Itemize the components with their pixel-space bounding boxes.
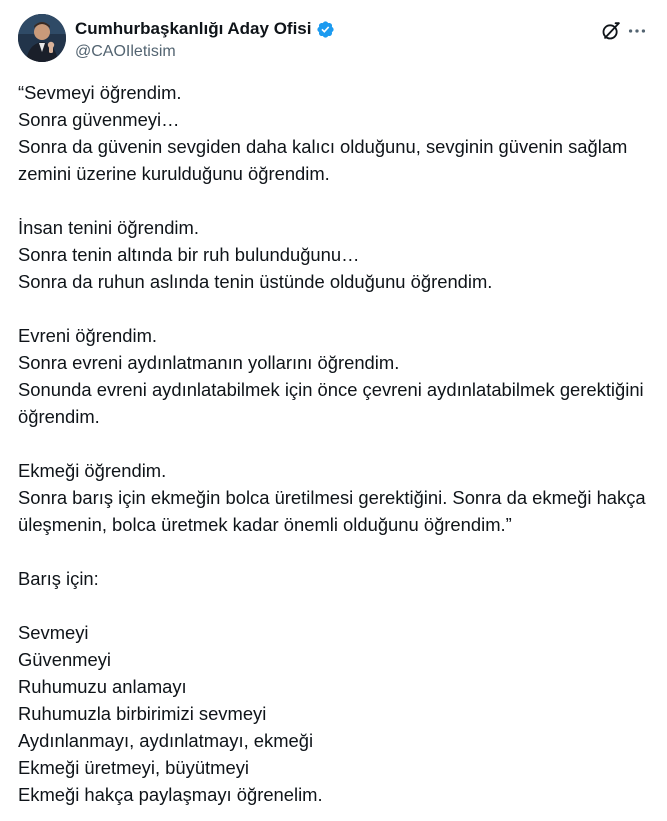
post-text: “Sevmeyi öğrendim. Sonra güvenmeyi… Sonra da güvenin sevgiden daha kalıcı olduğunu, sevginin güvenin sağlam zemini üzerine kurulduğunu öğrendim. İnsan tenini öğrendim. Sonra tenin altında bir ruh bulunduğunu… Sonra da ruhun aslında tenin üstünde olduğunu öğrendim. Evreni öğrendim. Sonra evreni aydınlatmanın yollarını öğrendim. Sonunda evreni aydınlatabilmek için önce çevreni aydınlatabilmek gerektiğini öğrendim. Ekmeği öğrendim. Sonra barış için ekmeğin bolca üretilmesi gerektiğini. Sonra da ekmeği hakça üleşmenin, bolca üretmek kadar önemli olduğunu öğrendim.” Barış için: Sevmeyi Güvenmeyi Ruhumuzu anlamayı Ruhumuzla birbirimizi sevmeyi Aydınlanmayı, aydınlatmayı, ekmeği Ekmeği üretmeyi, büyütmeyi Ekmeği hakça paylaşmayı öğrenelim. xyxy=(18,82,646,805)
author-avatar[interactable] xyxy=(18,14,66,62)
verified-badge-icon[interactable] xyxy=(316,20,335,39)
author-handle[interactable]: @CAOIletisim xyxy=(75,43,176,60)
grok-icon[interactable] xyxy=(600,20,622,42)
avatar-image xyxy=(18,14,66,62)
author-display-name[interactable]: Cumhurbaşkanlığı Aday Ofisi xyxy=(75,19,312,38)
post-header xyxy=(18,14,648,64)
more-options-icon[interactable] xyxy=(626,20,648,42)
author-names xyxy=(75,17,335,61)
display-name-row xyxy=(75,17,335,41)
